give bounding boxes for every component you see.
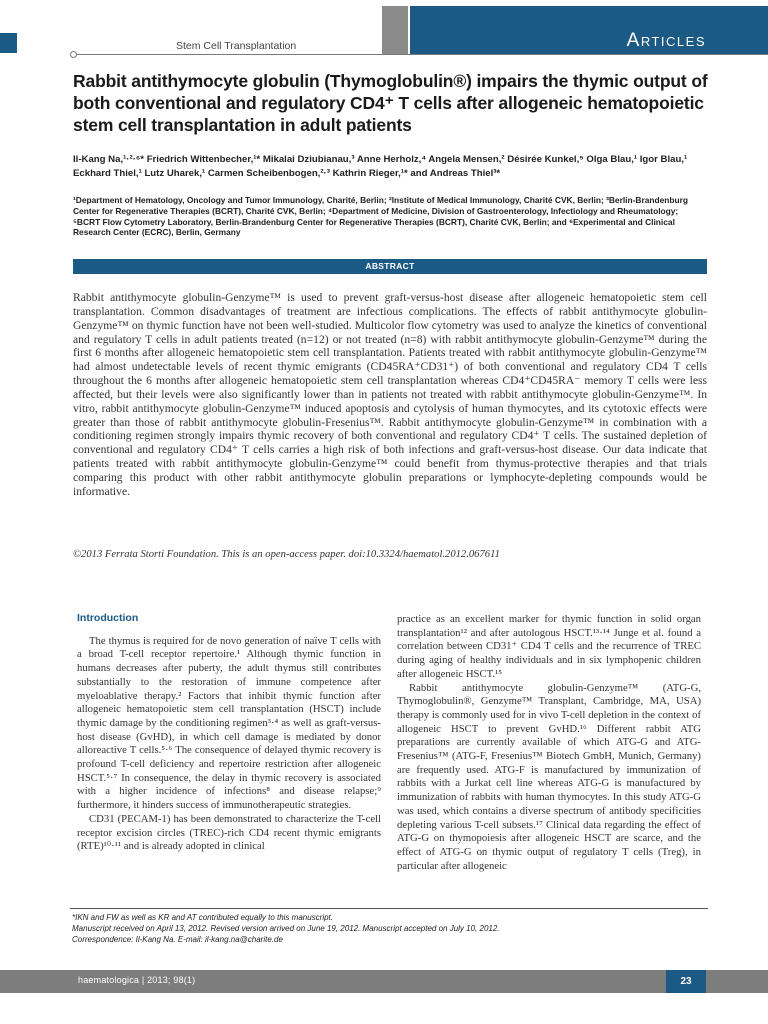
affiliations: ¹Department of Hematology, Oncology and Tumor Immunology, Charité, Berlin; ²Institute of Medical Immunology, Charité CVK, Berlin; ³Berlin-Brandenburg Center for Regenerative Therapies (BCRT), Charité CVK, Berlin; ⁴Department of Medicine, Division of Gastroenterology, Infectiology and Rheumatology; ⁵BCRT Flow Cytometry Laboratory, Berlin-Brandenburg Center for Regenerative Therapies (BCRT), Charité CVK, Berlin; and ⁶Experimental and Clinical Research Center (ECRC), Berlin, Germany: [73, 195, 688, 238]
abstract-text: Rabbit antithymocyte globulin-Genzyme™ is used to prevent graft-versus-host disease after allogeneic hematopoietic stem cell transplantation. Common disadvantages of treatment are infectious complications. The effects of rabbit antithymocyte globulin-Genzyme™ on thymic function have not been well-studied. Multicolor flow cytometry was used to analyze the kinetics of conventional and regulatory T cells in adult patients treated (n=12) or not treated (n=8) with rabbit antithymocyte globulin-Genzyme™ during the first 6 months after allogeneic hematopoietic stem cell transplantation. Patients treated with rabbit antithymocyte globulin-Genzyme™ had almost undetectable levels of recent thymic emigrants (CD45RA⁺CD31⁺) of both conventional and regulatory CD4 T cells throughout the 6 months after allogeneic hematopoietic stem cell transplantation whereas CD4⁺CD45RA⁻ memory T cells were less affected, but their levels were also significantly lower than in patients not treated with rabbit antithymocyte globulin-Genzyme™. In vitro, rabbit antithymocyte globulin-Genzyme™ induced apoptosis and cytolysis of human thymocytes, and its cytotoxic effects were greater than those of rabbit antithymocyte globulin-Fresenius™. Rabbit antithymocyte globulin-Genzyme™ in combination with a conditioning regimen strongly impairs thymic recovery of both conventional and regulatory CD4⁺ T cells. The sustained depletion of conventional and regulatory CD4⁺ T cells carries a high risk of both infections and graft-versus-host disease. Our data indicate that patients treated with rabbit antithymocyte globulin-Genzyme™ could benefit from thymus-protective therapies and that trials comparing this product with other rabbit antithymocyte globulin preparations or lymphocyte-depleting compounds would be informative.: [73, 291, 707, 498]
article-title: Rabbit antithymocyte globulin (Thymoglobulin®) impairs the thymic output of both conventional and regulatory CD4⁺ T cells after allogeneic hematopoietic stem cell transplantation in adult patients: [73, 71, 708, 135]
page-number: 23: [680, 976, 692, 987]
body-paragraph: practice as an excellent marker for thymic function in solid organ transplantation¹² and after autologous HSCT.¹³·¹⁴ Junge et al. found a correlation between CD31⁺ CD4 T cells and the recurrence of TREC during aging of healthy individuals and in six lymphopenic children after allogeneic HSCT.¹⁵: [397, 613, 701, 680]
footer-journal-citation: haematologica | 2013; 98(1): [78, 975, 196, 985]
page-footer: [0, 970, 768, 993]
footnotes: [72, 912, 702, 945]
page-number-box: [666, 970, 706, 993]
category-label: Articles: [626, 30, 706, 51]
body-column-left: [77, 612, 381, 854]
introduction-heading: Introduction: [77, 612, 139, 624]
rule-dot-icon: [70, 51, 77, 58]
section-label: Stem Cell Transplantation: [176, 40, 297, 52]
footnote-correspondence: Correspondence: Il-Kang Na. E-mail: il-kang.na@charite.de: [72, 935, 283, 944]
body-column-right: [397, 613, 701, 873]
header-gray-strip: [382, 6, 408, 54]
footnote-equal-contribution: *IKN and FW as well as KR and AT contributed equally to this manuscript.: [72, 913, 334, 922]
category-banner: [410, 6, 768, 54]
copyright-line: ©2013 Ferrata Storti Foundation. This is an open-access paper. doi:10.3324/haematol.2012.067611: [73, 549, 500, 560]
footnote-dates: Manuscript received on April 13, 2012. Revised version arrived on June 19, 2012. Manuscript accepted on July 10, 2012.: [72, 924, 500, 933]
abstract-heading: ABSTRACT: [73, 259, 707, 274]
author-list: Il-Kang Na,¹·²·⁶* Friedrich Wittenbecher,¹* Mikalai Dziubianau,³ Anne Herholz,⁴ Angela Mensen,² Désirée Kunkel,⁵ Olga Blau,¹ Igor Blau,¹ Eckhard Thiel,¹ Lutz Uharek,¹ Carmen Scheibenbogen,²·³ Kathrin Rieger,¹* and Andreas Thiel³*: [73, 154, 688, 179]
body-paragraph: Rabbit antithymocyte globulin-Genzyme™ (ATG-G, Thymoglobulin®, Genzyme™ Transplant, Cambridge, MA, USA) therapy is commonly used for in vivo T-cell depletion in the context of allogeneic HSCT to prevent GvHD.¹⁶ Different rabbit ATG preparations are currently available of which ATG-G and ATG-Fresenius™ (ATG-F, Fresenius™ Biotech GmbH, Munich, Germany) are frequently used. ATG-F is manufactured by immunization of rabbits with a Jurkat cell line whereas ATG-G is manufactured by immunization of rabbits with human thymocytes. In this study ATG-G was used, which contains a diverse spectrum of antibody specificities depleting various T-cell subsets.¹⁷ Clinical data regarding the effect of ATG-G on thymopoiesis after allogeneic HSCT are scarce, and the effect of ATG-G on thymic output of regulatory T cells (Treg), in particular after allogeneic: [397, 681, 701, 872]
body-paragraph: CD31 (PECAM-1) has been demonstrated to characterize the T-cell receptor excision circles (TREC)-rich CD4 recent thymic emigrants (RTE)¹⁰·¹¹ and is already adopted in clinical: [77, 812, 381, 853]
footnote-rule: [70, 908, 708, 909]
body-paragraph: The thymus is required for de novo generation of naïve T cells with a broad T-cell receptor repertoire.¹ Although thymic function in humans decreases after puberty, the adult thymus still contributes substantially to the restoration of immune competence after myeloablative therapy.² Factors that inhibit thymic function after allogeneic hematopoietic stem cell transplantation (HSCT) include thymic damage by the conditioning regimen³·⁴ as well as graft-versus-host disease (GvHD), in which cell damage is mediated by donor alloreactive T cells.⁵·⁶ The consequence of delayed thymic recovery is profound T-cell deficiency and repertoire restriction after allogeneic HSCT.⁵·⁷ In consequence, the delay in thymic recovery is associated with a higher incidence of infections⁸ and disease relapse;⁹ furthermore, it hinders success of immunotherapeutic strategies.: [77, 634, 381, 812]
left-edge-tab: [0, 33, 17, 53]
header-rule: [73, 54, 768, 55]
